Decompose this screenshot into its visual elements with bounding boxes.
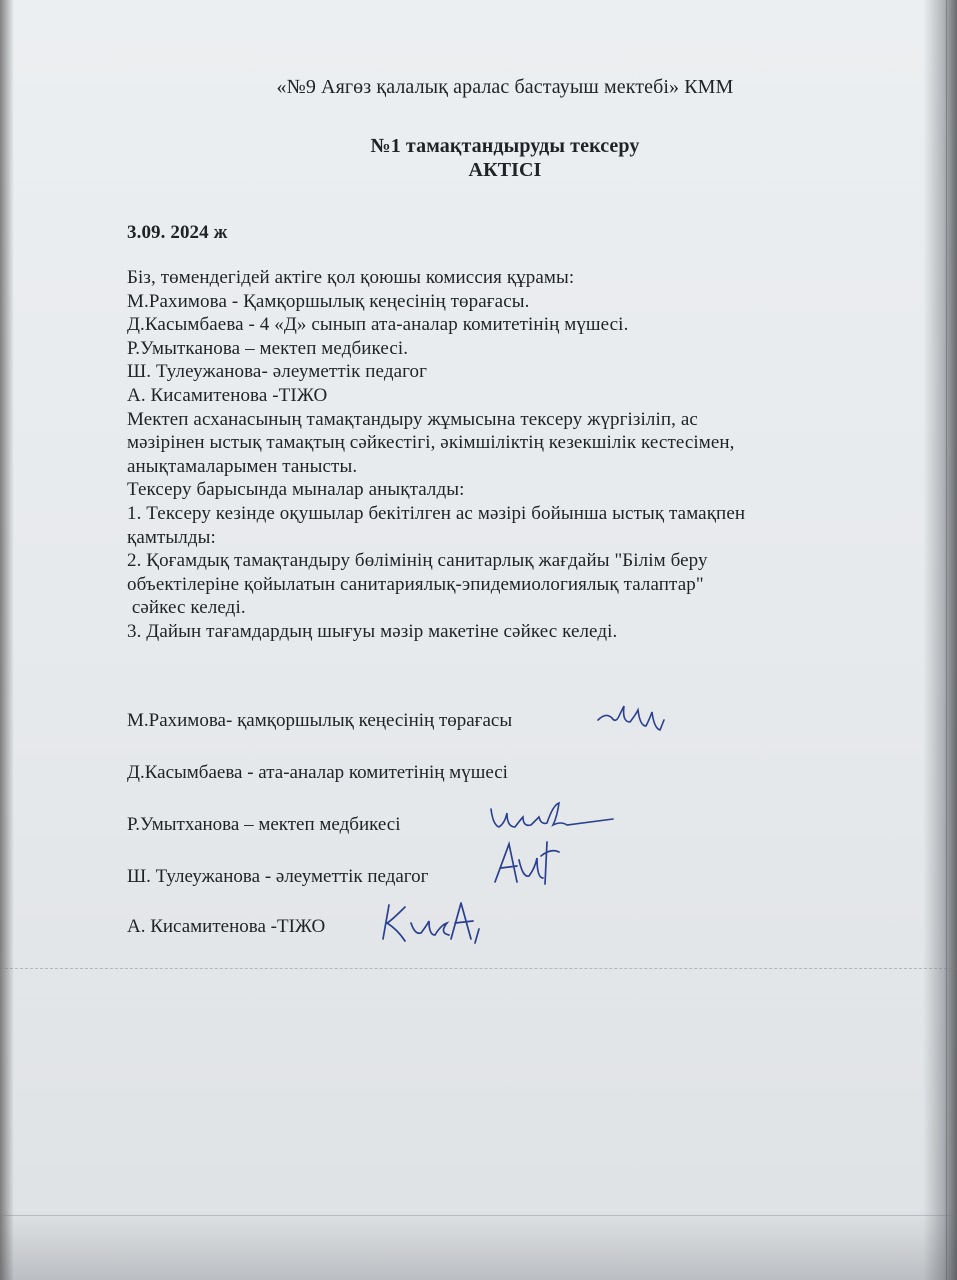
signature-line-kasymbaeva: Д.Касымбаева - ата-аналар комитетінің мүшесі: [127, 762, 508, 783]
body-line: М.Рахимова - Қамқоршылық кеңесінің төрағасы.: [127, 290, 530, 312]
signature-line-rakhimova: М.Рахимова- қамқоршылық кеңесінің төрағасы: [127, 710, 513, 731]
body-line: 2. Қоғамдық тамақтандыру бөлімінің санитарлық жағдайы "Білім беру: [127, 550, 708, 572]
body-line: мәзірінен ыстық тамақтың сәйкестігі, әкімшіліктің кезекшілік кестесімен,: [127, 432, 735, 454]
signature-line-tuleuzhanova: Ш. Тулеужанова - әлеуметтік педагог: [127, 866, 429, 887]
bottom-shadow: [0, 1210, 957, 1280]
left-edge-shadow: [0, 0, 14, 1280]
body-line: Ш. Тулеужанова- әлеуметтік педагог: [127, 361, 428, 383]
paper-edge-line: [946, 0, 947, 1280]
body-line: А. Кисамитенова -ТІЖО: [127, 384, 328, 406]
handwritten-signature-tuleuzhanova: [485, 838, 565, 898]
body-line: сәйкес келеді.: [127, 597, 246, 619]
body-line: 1. Тексеру кезінде оқушылар бекітілген ас мәзірі бойынша ыстық тамақпен: [127, 502, 746, 524]
signature-line-umytkhanova: Р.Умытханова – мектеп медбикесі: [127, 814, 401, 835]
body-line: Р.Умытканова – мектеп медбикесі.: [127, 337, 409, 359]
body-line: Д.Касымбаева - 4 «Д» сынып ата-аналар комитетінің мүшесі.: [127, 314, 629, 336]
handwritten-signature-rakhimova: [590, 692, 680, 742]
organization-header: «№9 Аягөз қалалық аралас бастауыш мектебі» КММ: [276, 76, 734, 98]
handwritten-signature-kisamitenova: [375, 895, 500, 950]
fold-line: [0, 968, 957, 969]
document-date: 3.09. 2024 ж: [127, 222, 228, 243]
right-edge-shadow: [923, 0, 957, 1280]
body-line: 3. Дайын тағамдардың шығуы мәзір макетіне сәйкес келеді.: [127, 620, 618, 642]
body-line: Біз, төмендегідей актіге қол қоюшы комиссия құрамы:: [127, 267, 575, 288]
document-title: №1 тамақтандыруды тексеру: [370, 135, 640, 157]
body-line: объектілеріне қойылатын санитариялық-эпидемиологиялық талаптар": [127, 573, 704, 595]
signature-line-kisamitenova: А. Кисамитенова -ТІЖО: [127, 916, 326, 937]
document-body: [127, 266, 745, 644]
body-line: анықтамаларымен танысты.: [127, 455, 358, 477]
body-line: қамтылды:: [127, 526, 216, 548]
body-line: Мектеп асханасының тамақтандыру жұмысына тексеру жүргізіліп, ас: [127, 408, 698, 430]
document-subtitle: АКТІСІ: [468, 159, 542, 181]
body-line: Тексеру барысында мыналар анықталды:: [127, 479, 465, 501]
